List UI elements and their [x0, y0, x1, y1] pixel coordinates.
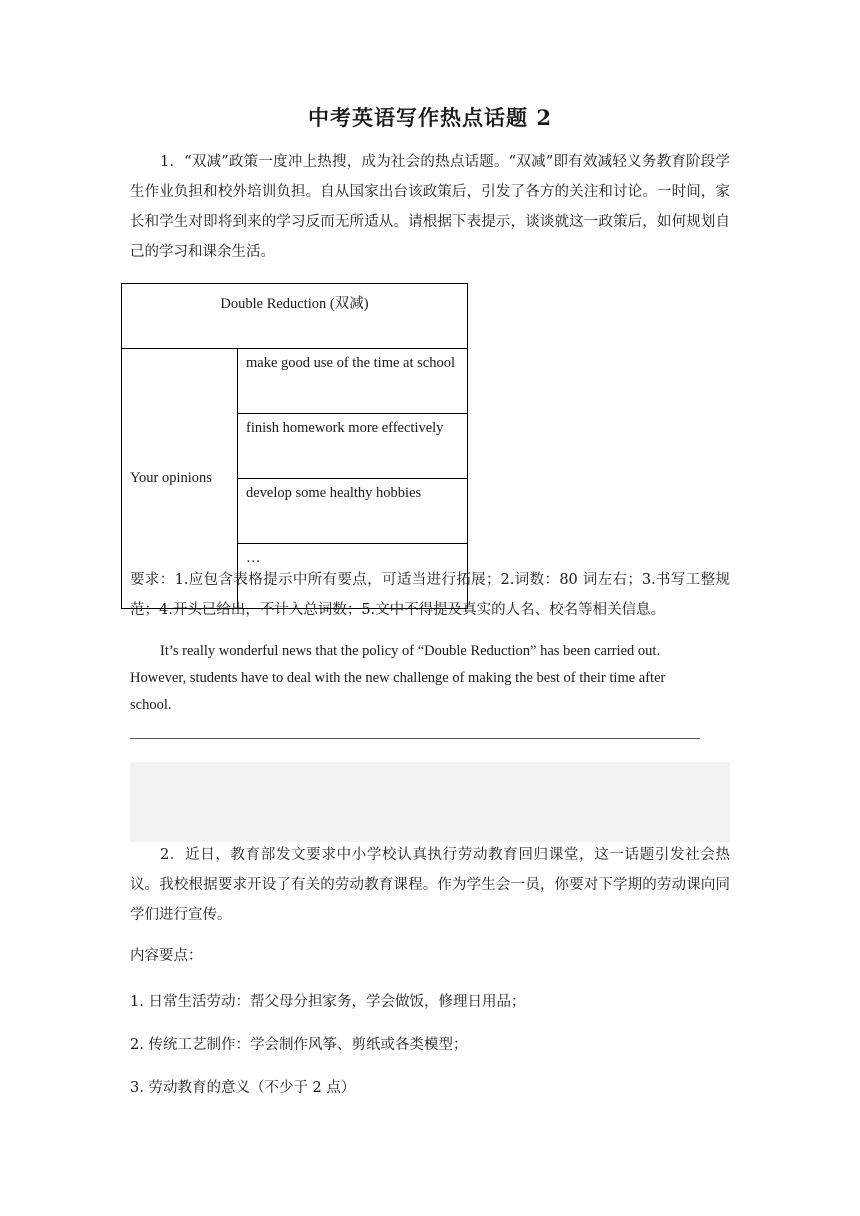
answer-area	[130, 762, 730, 842]
table-header: Double Reduction (双减)	[122, 284, 468, 349]
table-cell: finish homework more effectively	[238, 414, 468, 479]
answer-line	[130, 738, 700, 739]
list-item: 3. 劳动教育的意义（不少于 2 点）	[130, 1080, 356, 1096]
row-label: Your opinions	[122, 349, 238, 609]
prompt-table	[121, 283, 468, 609]
list-item: 1. 日常生活劳动：帮父母分担家务，学会做饭，修理日用品；	[130, 994, 526, 1010]
table-cell: make good use of the time at school	[238, 349, 468, 414]
q1-intro: 1．“双减”政策一度冲上热搜，成为社会的热点话题。“双减”即有效减轻义务教育阶段学生作业负担和校外培训负担。自从国家出台该政策后，引发了各方的关注和讨论。一时间，家长和学生对即将到来的学习反而无所适从。请根据下表提示，谈谈就这一政策后，如何规划自己的学习和课余生活。	[130, 154, 730, 260]
q2-intro: 2．近日，教育部发文要求中小学校认真执行劳动教育回归课堂，这一话题引发社会热议。我校根据要求开设了有关的劳动教育课程。作为学生会一员，你要对下学期的劳动课向同学们进行宣传。	[130, 847, 730, 923]
table-cell: …	[238, 544, 468, 609]
points-heading: 内容要点：	[130, 948, 203, 964]
table-cell: develop some healthy hobbies	[238, 479, 468, 544]
q1-requirements: 要求：1.应包含表格提示中所有要点，可适当进行拓展；2.词数：80 词左右；3.书写工整规范；4.开头已给出，不计入总词数；5.文中不得提及真实的人名、校名等相关信息。	[130, 572, 730, 618]
q1-opening: It’s really wonderful news that the policy of “Double Reduction” has been carried out. However, students have to deal with the new challenge of making the best of their time after school.	[130, 643, 666, 713]
list-item: 2. 传统工艺制作：学会制作风筝、剪纸或各类模型；	[130, 1037, 468, 1053]
page-title: 中考英语写作热点话题 2	[308, 105, 552, 130]
